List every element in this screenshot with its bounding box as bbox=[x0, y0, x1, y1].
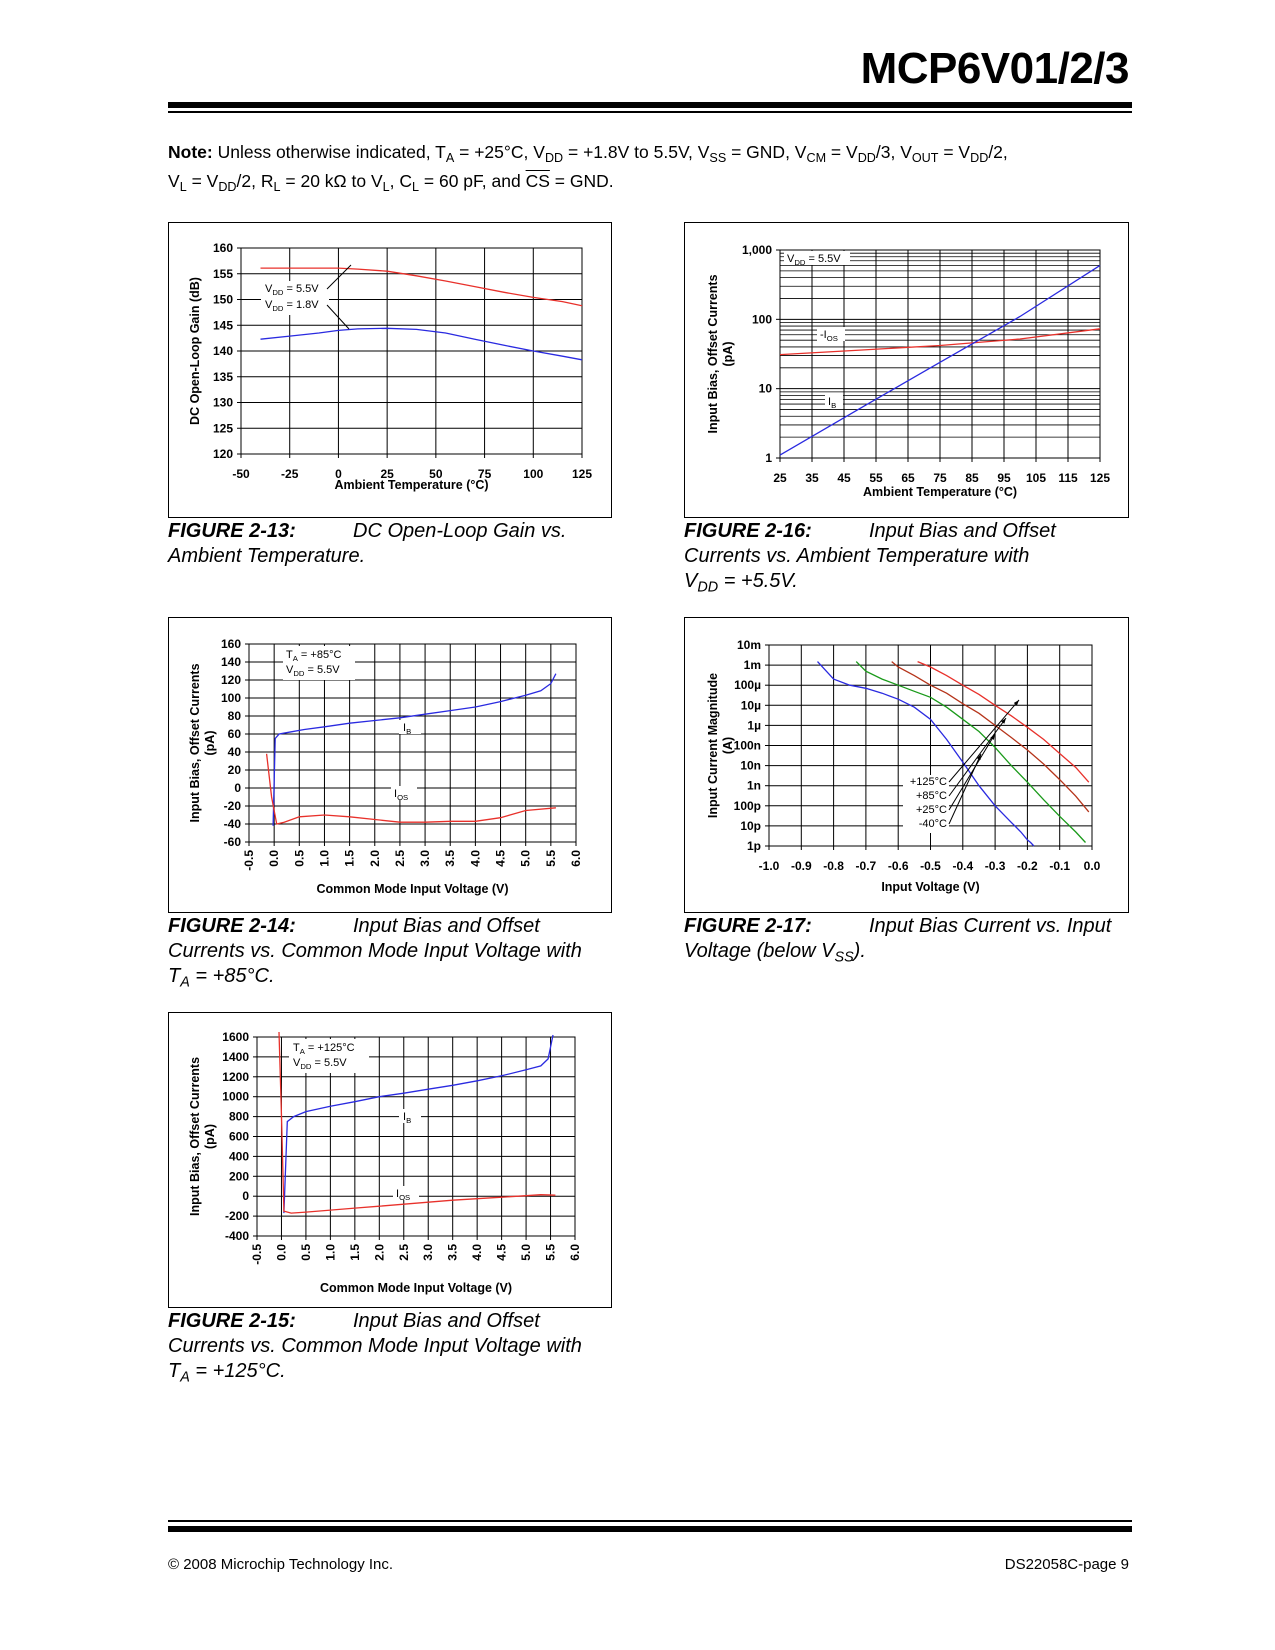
annotation-arrow bbox=[949, 700, 1019, 782]
x-tick-label: 50 bbox=[429, 467, 443, 481]
annotation-ib: $I_B$ bbox=[828, 396, 837, 410]
x-tick-label: -25 bbox=[281, 467, 299, 481]
series-line-ib bbox=[273, 674, 556, 826]
y-tick-label: 800 bbox=[228, 1109, 249, 1124]
caption-sub: DD bbox=[697, 579, 719, 596]
y-tick-label: -40 bbox=[223, 817, 241, 831]
y-tick-label: 60 bbox=[227, 727, 241, 741]
caption-text: = +85°C. bbox=[189, 965, 275, 987]
footer-rule-thick bbox=[168, 1526, 1132, 1532]
x-tick-label: -0.1 bbox=[1049, 859, 1071, 873]
annotation-ib: $I_B$ bbox=[403, 722, 412, 736]
footer-page-number: DS22058C-page 9 bbox=[1004, 1556, 1129, 1573]
x-tick-label: 0.0 bbox=[274, 1244, 289, 1261]
annotation-vdd: $V_{DD} = 5.5V$ bbox=[286, 664, 340, 678]
page-title: MCP6V01/2/3 bbox=[860, 44, 1129, 93]
note-sub: L bbox=[382, 179, 390, 194]
caption-number: FIGURE 2-14: bbox=[168, 915, 296, 937]
caption-number: FIGURE 2-17: bbox=[684, 915, 812, 937]
x-tick-label: 0.5 bbox=[298, 1244, 313, 1261]
caption-sub: A bbox=[180, 1369, 190, 1386]
note-text: = GND. bbox=[549, 171, 614, 191]
note-text: V bbox=[168, 171, 180, 191]
x-tick-label: 75 bbox=[933, 471, 947, 485]
x-tick-label: -1.0 bbox=[758, 859, 780, 873]
caption-figure-2-16 bbox=[684, 519, 1134, 594]
caption-text: ). bbox=[853, 940, 866, 962]
x-tick-label: 0.0 bbox=[1083, 859, 1101, 873]
annotation-vdd: $V_{DD} = 5.5V$ bbox=[787, 253, 841, 267]
figure-2-15-chart bbox=[169, 1013, 611, 1307]
note-text: = 60 pF, and bbox=[419, 171, 526, 191]
x-tick-label: 75 bbox=[477, 467, 492, 481]
y-tick-label: 140 bbox=[212, 344, 233, 358]
y-tick-label: 400 bbox=[228, 1149, 249, 1164]
footer-rule-thin bbox=[168, 1520, 1132, 1522]
y-tick-label: 10µ bbox=[740, 698, 761, 713]
caption-text: V bbox=[684, 570, 698, 592]
y-tick-label: 0 bbox=[242, 1189, 249, 1204]
x-tick-label: -0.3 bbox=[984, 859, 1006, 873]
y-axis-title-unit: (pA) bbox=[203, 730, 217, 756]
caption-text: Input Bias and Offset bbox=[353, 915, 540, 937]
y-tick-label: 1p bbox=[746, 839, 761, 853]
y-tick-label: 1400 bbox=[222, 1049, 249, 1064]
y-tick-label: 1µ bbox=[747, 718, 761, 733]
y-axis-title-unit: (pA) bbox=[203, 1124, 217, 1149]
header-rule-thin bbox=[168, 111, 1132, 113]
note-text: , C bbox=[389, 171, 413, 191]
y-tick-label: 1n bbox=[746, 778, 761, 793]
x-tick-label: -50 bbox=[232, 467, 250, 481]
annotation-ta: $T_A = +85^\circ C$ bbox=[286, 649, 342, 663]
caption-text: DC Open-Loop Gain vs. bbox=[353, 520, 567, 542]
annotation-temp: +25°C bbox=[915, 804, 947, 816]
y-tick-label: 200 bbox=[228, 1169, 249, 1184]
x-tick-label: 55 bbox=[869, 471, 883, 485]
y-tick-label: 10 bbox=[758, 381, 772, 396]
y-tick-label: 1600 bbox=[222, 1030, 249, 1044]
y-tick-label: 150 bbox=[212, 292, 233, 307]
note-label: Note: bbox=[168, 142, 213, 162]
note-text: = 20 kΩ to V bbox=[280, 171, 383, 191]
note-text: = +25°C, V bbox=[454, 142, 545, 162]
y-tick-label: 0 bbox=[234, 781, 241, 795]
caption-number: FIGURE 2-15: bbox=[168, 1310, 296, 1332]
x-tick-label: 125 bbox=[571, 467, 593, 481]
y-tick-label: 140 bbox=[220, 655, 241, 669]
x-tick-label: 105 bbox=[1025, 471, 1047, 485]
x-tick-label: 3.5 bbox=[445, 1244, 460, 1261]
y-tick-label: 120 bbox=[212, 447, 233, 461]
x-tick-label: 25 bbox=[773, 471, 787, 485]
caption-figure-2-15 bbox=[168, 1309, 618, 1384]
figure-2-16-chart bbox=[685, 223, 1128, 517]
caption-figure-2-17 bbox=[684, 914, 1134, 964]
y-tick-label: 10n bbox=[740, 758, 761, 773]
y-tick-label: 1000 bbox=[222, 1089, 249, 1104]
note-sub: L bbox=[412, 179, 420, 194]
annotation-temp: -40°C bbox=[918, 818, 947, 830]
x-tick-label: 4.0 bbox=[468, 850, 483, 867]
y-tick-label: 155 bbox=[212, 266, 233, 281]
caption-text: = +5.5V. bbox=[718, 570, 798, 592]
x-tick-label: 3.5 bbox=[443, 850, 458, 867]
x-tick-label: 65 bbox=[901, 471, 915, 485]
figure-2-13-box bbox=[168, 222, 612, 518]
x-tick-label: 2.0 bbox=[372, 1244, 387, 1261]
annotation-temp: +125°C bbox=[909, 776, 947, 788]
x-tick-label: 45 bbox=[837, 471, 851, 485]
y-tick-label: 1,000 bbox=[741, 243, 772, 257]
x-axis-title: Input Voltage (V) bbox=[881, 880, 980, 894]
note-sub: OUT bbox=[911, 150, 939, 165]
caption-sub: SS bbox=[834, 949, 854, 966]
x-tick-label: 5.0 bbox=[518, 850, 533, 867]
annotation-ios: $I_{OS}$ bbox=[394, 788, 409, 802]
x-tick-label: -0.5 bbox=[242, 850, 256, 871]
x-tick-label: -0.5 bbox=[250, 1244, 264, 1265]
figure-2-14-chart bbox=[169, 618, 611, 912]
caption-figure-2-13 bbox=[168, 519, 618, 569]
x-tick-label: 100 bbox=[523, 467, 544, 481]
figure-2-15-box bbox=[168, 1012, 612, 1308]
note-sub: L bbox=[273, 179, 281, 194]
note-text: /3, V bbox=[875, 142, 912, 162]
annotation-vdd-5v5: $V_{DD} = 5.5V$ bbox=[265, 283, 319, 297]
x-axis-title: Ambient Temperature (°C) bbox=[862, 485, 1018, 499]
x-tick-label: -0.6 bbox=[887, 859, 909, 873]
caption-text: Currents vs. Common Mode Input Voltage with bbox=[168, 1335, 582, 1357]
caption-text: Input Bias and Offset bbox=[869, 520, 1056, 542]
caption-text: T bbox=[168, 1360, 181, 1382]
caption-number: FIGURE 2-13: bbox=[168, 520, 296, 542]
y-tick-label: 1 bbox=[765, 451, 772, 465]
note-text: Unless otherwise indicated, T bbox=[217, 142, 446, 162]
y-tick-label: 1200 bbox=[222, 1069, 249, 1084]
y-axis-title: Input Bias, Offset Currents bbox=[188, 663, 202, 823]
y-tick-label: -200 bbox=[224, 1209, 249, 1224]
note-text: /2, R bbox=[236, 171, 274, 191]
x-axis-title: Common Mode Input Voltage (V) bbox=[319, 1281, 513, 1295]
x-tick-label: 3.0 bbox=[418, 850, 433, 867]
note-sub: DD bbox=[857, 150, 876, 165]
note-text: = V bbox=[186, 171, 219, 191]
note-sub: L bbox=[179, 179, 187, 194]
cs-overbar: $\overline{CS}$ bbox=[525, 171, 550, 191]
x-tick-label: 0.0 bbox=[267, 850, 282, 867]
x-tick-label: 2.5 bbox=[396, 1244, 411, 1261]
y-tick-label: 160 bbox=[212, 241, 233, 255]
x-tick-label: 115 bbox=[1058, 471, 1078, 485]
figure-2-16-box bbox=[684, 222, 1129, 518]
y-tick-label: 10m bbox=[736, 638, 761, 652]
x-tick-label: -0.2 bbox=[1017, 859, 1038, 873]
x-tick-label: 4.0 bbox=[470, 1244, 485, 1261]
note-text: = +1.8V to 5.5V, V bbox=[563, 142, 710, 162]
note-sub: DD bbox=[544, 150, 564, 165]
footer-copyright: © 2008 Microchip Technology Inc. bbox=[168, 1556, 394, 1573]
y-axis-title: DC Open-Loop Gain (dB) bbox=[188, 277, 202, 425]
annotation-ib: $I_B$ bbox=[403, 1111, 412, 1125]
x-tick-label: 0.5 bbox=[292, 850, 307, 867]
x-axis-title: Ambient Temperature (°C) bbox=[334, 478, 489, 492]
y-tick-label: 10p bbox=[740, 818, 761, 833]
figure-2-17-box bbox=[684, 617, 1129, 913]
y-tick-label: 1m bbox=[743, 658, 761, 673]
x-tick-label: 5.5 bbox=[543, 1244, 558, 1261]
y-tick-label: 100p bbox=[733, 798, 761, 813]
y-tick-label: 100µ bbox=[734, 678, 761, 693]
note-text: = GND, V bbox=[726, 142, 807, 162]
note-text: /2, bbox=[988, 142, 1008, 162]
x-tick-label: 5.5 bbox=[543, 850, 558, 867]
figure-2-17-chart bbox=[685, 618, 1128, 912]
conditions-note bbox=[168, 138, 1108, 196]
x-tick-label: -0.8 bbox=[823, 859, 844, 873]
y-tick-label: 135 bbox=[212, 369, 233, 384]
figure-2-13-chart bbox=[169, 223, 611, 517]
figure-2-14-box bbox=[168, 617, 612, 913]
y-tick-label: -20 bbox=[223, 799, 241, 813]
x-tick-label: 6.0 bbox=[568, 1244, 582, 1261]
caption-sub: A bbox=[180, 974, 190, 991]
annotation-ios: $-I_{OS}$ bbox=[820, 329, 838, 343]
caption-text: Currents vs. Common Mode Input Voltage with bbox=[168, 940, 582, 962]
x-tick-label: 2.5 bbox=[392, 850, 407, 867]
x-tick-label: 3.0 bbox=[421, 1244, 436, 1261]
y-tick-label: -60 bbox=[223, 835, 241, 849]
caption-text: Voltage (below V bbox=[684, 940, 835, 962]
x-tick-label: -0.4 bbox=[952, 859, 974, 873]
caption-figure-2-14 bbox=[168, 914, 618, 989]
y-tick-label: 20 bbox=[227, 763, 241, 777]
y-tick-label: -400 bbox=[224, 1229, 249, 1243]
y-axis-title: Input Bias, Offset Currents bbox=[706, 274, 720, 434]
x-axis-title: Common Mode Input Voltage (V) bbox=[316, 882, 509, 896]
x-tick-label: -0.5 bbox=[920, 859, 941, 873]
x-tick-label: 6.0 bbox=[569, 850, 583, 867]
x-tick-label: 1.5 bbox=[347, 1244, 362, 1261]
caption-text: Ambient Temperature. bbox=[168, 545, 366, 567]
x-tick-label: 4.5 bbox=[493, 850, 508, 867]
y-tick-label: 100 bbox=[751, 312, 772, 327]
annotation-vdd-1v8: $V_{DD} = 1.8V$ bbox=[265, 299, 319, 313]
x-tick-label: 125 bbox=[1089, 471, 1111, 485]
note-sub: DD bbox=[970, 150, 989, 165]
x-tick-label: 1.0 bbox=[323, 1244, 338, 1261]
note-text: = V bbox=[938, 142, 971, 162]
note-sub: CM bbox=[806, 150, 827, 165]
y-tick-label: 80 bbox=[227, 709, 241, 723]
x-tick-label: 2.0 bbox=[367, 850, 382, 867]
caption-text: Input Bias and Offset bbox=[353, 1310, 540, 1332]
y-tick-label: 160 bbox=[220, 637, 241, 651]
annotation-temp: +85°C bbox=[915, 790, 947, 802]
x-tick-label: 85 bbox=[965, 471, 979, 485]
y-tick-label: 120 bbox=[220, 673, 241, 687]
annotation-ios: $I_{OS}$ bbox=[396, 1188, 411, 1202]
x-tick-label: 4.5 bbox=[494, 1244, 509, 1261]
y-tick-label: 145 bbox=[212, 318, 233, 333]
y-tick-label: 100 bbox=[220, 691, 241, 705]
y-tick-label: 40 bbox=[227, 745, 241, 759]
annotation-ta: $T_A = +125^\circ C$ bbox=[293, 1042, 355, 1056]
note-sub: SS bbox=[709, 150, 727, 165]
x-tick-label: 35 bbox=[805, 471, 819, 485]
y-tick-label: 125 bbox=[212, 421, 233, 436]
x-tick-label: 5.0 bbox=[519, 1244, 534, 1261]
caption-number: FIGURE 2-16: bbox=[684, 520, 812, 542]
x-tick-label: 1.0 bbox=[317, 850, 332, 867]
x-tick-label: 1.5 bbox=[342, 850, 357, 867]
x-tick-label: 0 bbox=[335, 467, 342, 481]
x-tick-label: 95 bbox=[997, 471, 1011, 485]
y-tick-label: 130 bbox=[212, 395, 233, 410]
annotation-vdd: $V_{DD} = 5.5V$ bbox=[293, 1057, 347, 1071]
caption-text: T bbox=[168, 965, 181, 987]
y-tick-label: 600 bbox=[228, 1129, 249, 1144]
x-tick-label: 25 bbox=[380, 467, 394, 481]
caption-text: = +125°C. bbox=[189, 1360, 286, 1382]
note-text: = V bbox=[826, 142, 858, 162]
note-sub: DD bbox=[218, 179, 237, 194]
y-tick-label: 100n bbox=[733, 738, 761, 753]
series-line--85-c bbox=[856, 662, 1085, 843]
x-tick-label: -0.9 bbox=[790, 859, 812, 873]
caption-text: Currents vs. Ambient Temperature with bbox=[684, 545, 1030, 567]
y-axis-title-unit: (pA) bbox=[721, 341, 735, 367]
caption-text: Input Bias Current vs. Input bbox=[869, 915, 1112, 937]
y-axis-title: Input Current Magnitude bbox=[706, 672, 720, 819]
header-rule-thick bbox=[168, 102, 1132, 108]
y-axis-title-unit: (A) bbox=[721, 736, 735, 755]
x-tick-label: -0.7 bbox=[855, 859, 877, 873]
y-axis-title: Input Bias, Offset Currents bbox=[188, 1056, 202, 1217]
note-sub: A bbox=[445, 150, 455, 165]
